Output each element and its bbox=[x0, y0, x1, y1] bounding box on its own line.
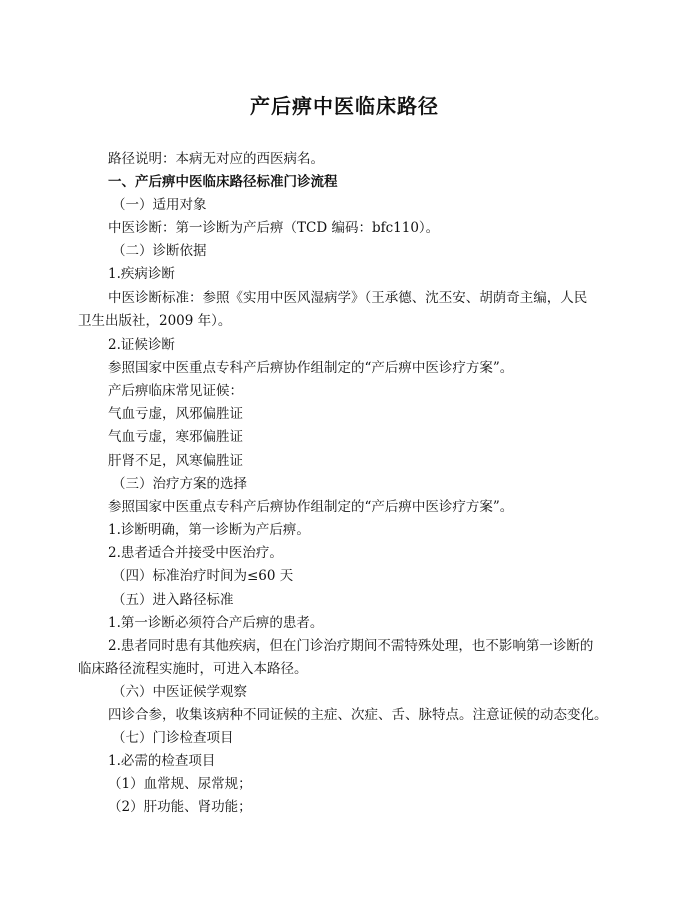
diagnostic-standard-line: 中医诊断标准：参照《实用中医风湿病学》（王承德、沈丕安、胡荫奇主编，人民 bbox=[108, 290, 588, 306]
entry-criteria-item-cont: 临床路径流程实施时，可进入本路径。 bbox=[78, 661, 308, 677]
required-exams-heading: 1.必需的检查项目 bbox=[108, 753, 216, 769]
syndrome-diagnosis-heading: 2.证候诊断 bbox=[108, 337, 175, 353]
exam-item: （1）血常规、尿常规； bbox=[108, 776, 252, 792]
subheading-syndrome-observation: （六）中医证候学观察 bbox=[112, 684, 247, 700]
common-syndromes-heading: 产后痹临床常见证候： bbox=[108, 383, 243, 399]
subheading-entry-criteria: （五）进入路径标准 bbox=[112, 592, 234, 608]
subheading-diagnostic-basis: （二）诊断依据 bbox=[112, 243, 207, 259]
section-heading-1: 一、产后痹中医临床路径标准门诊流程 bbox=[108, 174, 338, 190]
document-title: 产后痹中医临床路径 bbox=[250, 94, 439, 118]
diagnostic-standard-line-cont: 卫生出版社，2009 年）。 bbox=[78, 313, 232, 329]
route-note: 路径说明：本病无对应的西医病名。 bbox=[108, 151, 324, 167]
syndrome-item: 气血亏虚，寒邪偏胜证 bbox=[108, 429, 243, 445]
subheading-treatment-duration: （四）标准治疗时间为≤60 天 bbox=[112, 568, 294, 584]
exam-item: （2）肝功能、肾功能； bbox=[108, 799, 252, 815]
subheading-outpatient-exams: （七）门诊检查项目 bbox=[112, 730, 234, 746]
entry-criteria-item: 1.第一诊断必须符合产后痹的患者。 bbox=[108, 615, 324, 631]
treatment-criteria-item: 1.诊断明确，第一诊断为产后痹。 bbox=[108, 522, 310, 538]
tcm-diagnosis-line: 中医诊断：第一诊断为产后痹（TCD 编码：bfc110）。 bbox=[108, 220, 440, 236]
syndrome-reference-line: 参照国家中医重点专科产后痹协作组制定的“产后痹中医诊疗方案”。 bbox=[108, 360, 514, 376]
syndrome-item: 气血亏虚，风邪偏胜证 bbox=[108, 406, 243, 422]
syndrome-item: 肝肾不足，风寒偏胜证 bbox=[108, 453, 243, 469]
observation-line: 四诊合参，收集该病种不同证候的主症、次症、舌、脉特点。注意证候的动态变化。 bbox=[108, 707, 608, 723]
disease-diagnosis-heading: 1.疾病诊断 bbox=[108, 266, 175, 282]
entry-criteria-item: 2.患者同时患有其他疾病，但在门诊治疗期间不需特殊处理，也不影响第一诊断的 bbox=[108, 638, 594, 654]
subheading-treatment-selection: （三）治疗方案的选择 bbox=[112, 476, 247, 492]
treatment-reference-line: 参照国家中医重点专科产后痹协作组制定的“产后痹中医诊疗方案”。 bbox=[108, 499, 514, 515]
treatment-criteria-item: 2.患者适合并接受中医治疗。 bbox=[108, 545, 283, 561]
subheading-applicable-subjects: （一）适用对象 bbox=[112, 197, 207, 213]
